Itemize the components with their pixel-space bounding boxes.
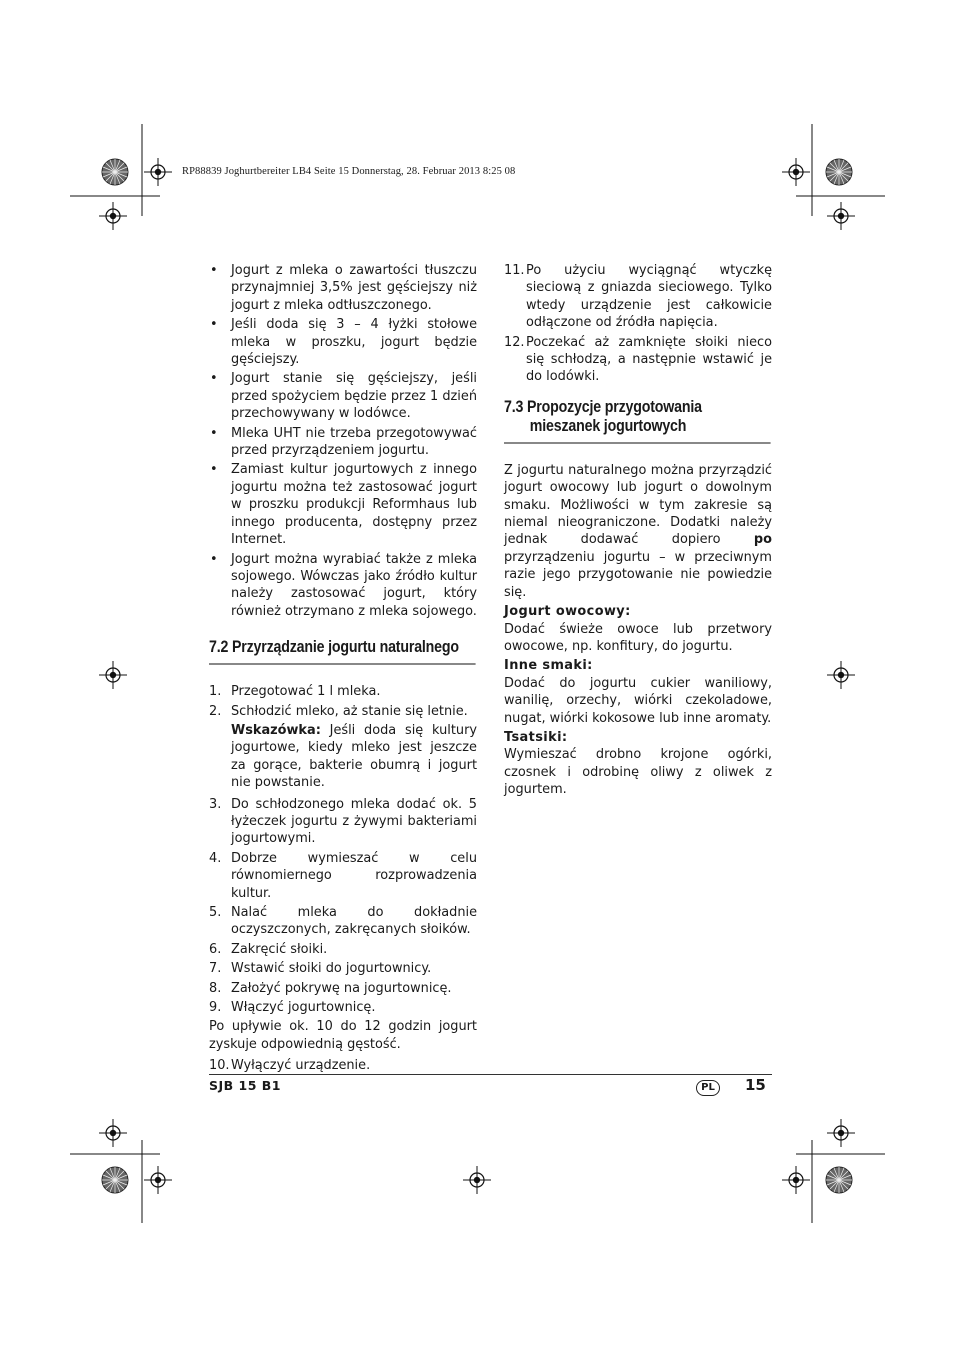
list-item: • Jogurt z mleka o zawartości tłuszczu przynajmniej 3,5% jest gęściejszy niż jogurt z mleka odtłuszczonego. (210, 263, 477, 313)
footer-divider (209, 1074, 772, 1075)
left-column (209, 262, 477, 1077)
list-item: 10. Wyłączyć urządzenie. (209, 1058, 371, 1074)
print-slug: RP88839 Joghurtbereiter LB4 Seite 15 Donnerstag, 28. Februar 2013 8:25 08 (182, 166, 516, 177)
subheading: Jogurt owocowy: (504, 604, 631, 620)
list-item: 3. Do schłodzonego mleka dodać ok. 5 łyżeczek jogurtu z żywymi bakteriami jogurtowymi. (209, 796, 477, 847)
steps-list-end (209, 1057, 477, 1074)
list-item: 7. Wstawić słoiki do jogurtownicy. (209, 961, 432, 977)
steps-list-right (504, 262, 772, 386)
intro-paragraph: Z jogurtu naturalnego można przyrządzić jogurt owocowy lub jogurt o dowolnym smaku. Możliwości w tym zakresie są niemal nieograniczone. Dodatki należy jednak dodawać dopiero po przyrządzeniu jogurtu – w przeciwnym razie jego przygotowanie nie powiedzie się. (504, 462, 772, 600)
list-item: • Jogurt można wyrabiać także z mleka sojowego. Wówczas jako źródło kultur należy zastosować jogurt, który również otrzymano z mleka sojowego. (210, 551, 477, 619)
page-number: 15 (745, 1076, 766, 1094)
subheading: Tsatsiki: (504, 729, 568, 745)
list-item: 9. Włączyć jogurtownicę. (209, 1000, 376, 1016)
language-badge: PL (696, 1080, 720, 1096)
steps-list-continued (209, 796, 477, 1017)
list-item: 8. Założyć pokrywę na jogurtownicę. (209, 980, 452, 996)
list-item: 6. Zakręcić słoiki. (209, 941, 328, 957)
tips-list (209, 262, 477, 620)
list-item: 5. Nalać mleka do dokładnie oczyszczonych, zakręcanych słoików. (209, 905, 477, 938)
model-number: SJB 15 B1 (209, 1078, 282, 1093)
list-item: • Mleka UHT nie trzeba przegotowywać przed przyrządzeniem jogurtu. (210, 425, 477, 459)
list-item: 11. Po użyciu wyciągnąć wtyczkę sieciową z gniazda sieciowego. Tylko wtedy urządzenie jest całkowicie odłączone od źródła napięcia. (504, 263, 772, 331)
subheading: Inne smaki: (504, 658, 593, 674)
list-item: • Zamiast kultur jogurtowych z innego jogurtu można też zastosować jogurt w proszku produkcji Reformhaus lub innego producenta, dostępny przez Internet. (210, 462, 477, 548)
steps-list (209, 683, 477, 720)
list-item: 12. Poczekać aż zamknięte słoiki nieco się schłodzą, a następnie wstawić je do lodówki. (504, 334, 772, 385)
list-item: • Jeśli doda się 3 – 4 łyżki stołowe mleka w proszku, jogurt będzie gęściejszy. (210, 317, 477, 368)
paragraph: Dodać do jogurtu cukier waniliowy, wanilię, orzechy, wiórki czekoladowe, nugat, wiórki kokosowe lub inne aromaty. (504, 675, 772, 726)
hint-note: Wskazówka: Jeśli doda się kultury jogurtowe, kiedy mleko jest jeszcze za gorące, bakterie obumrą i jogurt nie powstanie. (231, 722, 477, 791)
right-column (504, 262, 772, 799)
list-item: 2. Schłodzić mleko, aż stanie się letnie. (209, 703, 468, 719)
section-heading-7-3: 7.3 Propozycje przygotowania mieszanek jogurtowych (504, 398, 771, 444)
paragraph: Dodać świeże owoce lub przetwory owocowe, np. konfitury, do jogurtu. (504, 621, 772, 654)
list-item: 1. Przegotować 1 l mleka. (209, 684, 381, 700)
paragraph: Po upływie ok. 10 do 12 godzin jogurt zyskuje odpowiednią gęstość. (209, 1019, 477, 1052)
paragraph: Wymieszać drobno krojone ogórki, czosnek i odrobinę oliwy z oliwek z jogurtem. (504, 747, 772, 798)
list-item: 4. Dobrze wymieszać w celu równomiernego rozprowadzenia kultur. (209, 850, 477, 901)
section-heading-7-2: 7.2 Przyrządzanie jogurtu naturalnego (209, 638, 476, 665)
list-item: • Jogurt stanie się gęściejszy, jeśli przed spożyciem będzie przez 1 dzień przechowywany w lodówce. (210, 371, 477, 422)
